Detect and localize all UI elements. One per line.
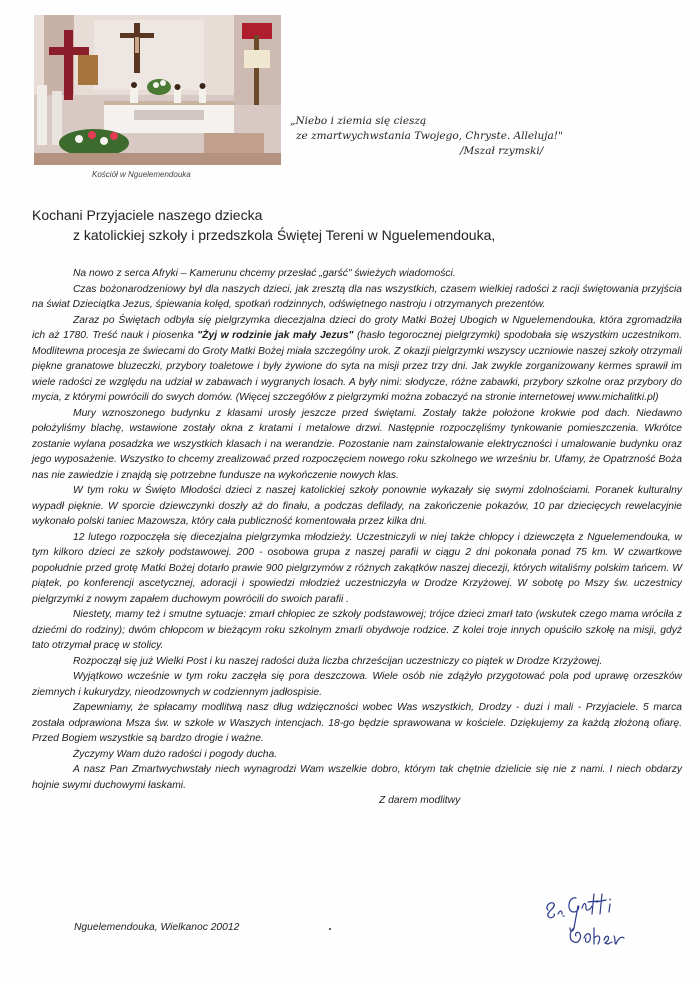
- paragraph: Mury wznoszonego budynku z klasami urosły jeszcze przed świętami. Zostały także położone krokwie pod dach. Niedawno położyliśmy blachę, wstawione zostały okna z kratami i metalowe drzwi. Następnie rozpoczęliśmy tynkowanie pomieszczenia. Wkrótce zostanie wylana posadzka we wszystkich klasach i na werandzie. Pozostanie nam zainstalowanie elektryczności i umalowanie budynku oraz jego wyposażenie. Wszystko to chcemy zrealizować przed rozpoczęciem nowego roku szkolnego we wrześniu br. Ufamy, że Opatrzność Boża nas nie zawiedzie i znajdą się potrzebne fundusze na wykończenie nowych klas.: [32, 407, 682, 481]
- paragraph: Rozpoczął się już Wielki Post i ku naszej radości duża liczba chrześcijan uczestniczy co piątek w Drodze Krzyżowej.: [73, 655, 603, 667]
- paragraph-text: (hasło tegorocznej pielgrzymki) spodobała się wszystkim uczestnikom. Modlitewna procesja ze świecami do Groty Matki Bożej miała szczególny urok. Z okazji pielgrzymki wszyscy uczniowie naszej szkoły otrzymali piękne granatowe bluzeczki, przybory toaletowe i były żywione do syta na misji przez trzy dni. Jak zwykle zorganizowany kermes sprawił im wiele radości ze względu na udział w zabawach i wygranych losach. A były nimi: słodycze, różne zabawki, przybory szkolne oraz przybory do mycia, z którymi powrócili do swych domów. (Więcej szczegółów z pielgrzymki można zobaczyć na stronie internetowej www.michalitki.pl): [32, 330, 682, 403]
- church-photo: [34, 15, 281, 165]
- handwritten-signature: [540, 888, 630, 950]
- paragraph-text: Zaraz po Świętach odbyła się pielgrzymka diecezjalna dzieci do groty Matki Bożej Ubogich w Nguelemendouka, która zgromadziła ich aż 1780. Treść nauk i piosenka: [32, 314, 682, 341]
- motto-line-2: ze zmartwychwstania Twojego, Chryste. Alleluja!": [296, 130, 563, 142]
- paragraph: Zapewniamy, że spłacamy modlitwą nasz dług wdzięczności wobec Was wszystkich, Drodzy - duzi i mali - Przyjaciele. 5 marca została odprawiona Msza św. w szkole w Waszych intencjach. 18-go będzie sprawowana w kościele. Dziękujemy za każdą złożoną ofiarę. Przed Bogiem wszystkie są bardzo drogie i ważne.: [32, 702, 682, 744]
- photo-caption: Kościół w Nguelemendouka: [92, 170, 191, 179]
- paragraph: [32, 313, 682, 406]
- paragraph: Wyjątkowo wcześnie w tym roku zaczęła się pora deszczowa. Wiele osób nie zdążyło przygotować pola pod uprawę orzeszków ziemnych i kukurydzy, nieodzownych w codziennym jadłospisie.: [32, 671, 682, 698]
- stray-dot: [329, 928, 331, 930]
- paragraph: Niestety, mamy też i smutne sytuacje: zmarł chłopiec ze szkoły podstawowej; trójce dzieci zmarł tato (wskutek czego mama wróciła z dziećmi do rodziny); dwóm chłopcom w bieżącym roku szkolnym zmarli obydwoje rodzice. Z kolei troje innych opuściło szkołę na misji, gdyż tato otrzymał pracę w stolicy.: [32, 609, 682, 651]
- place-and-date: Nguelemendouka, Wielkanoc 20012: [74, 922, 240, 933]
- letter-greeting: [32, 205, 495, 245]
- closing-row: [32, 793, 682, 809]
- pilgrimage-motto: "Żyj w rodzinie jak mały Jezus": [197, 330, 354, 341]
- greeting-line-2: z katolickiej szkoły i przedszkola Świętej Tereni w Nguelemendouka,: [73, 227, 496, 243]
- paragraph: 12 lutego rozpoczęła się diecezjalna pielgrzymka młodzieży. Uczestniczyli w niej także chłopcy i dziewczęta z Nguelemendouka, w tym kilkoro dzieci ze szkoły podstawowej. 200 - osobowa grupa z naszej parafii w ciągu 2 dni pokonała ponad 75 km. W czwartkowe popołudnie przed grotę Matki Bożej dotarło prawie 900 pielgrzymów z różnych zakątków naszej diecezji, których witaliśmy polskim tańcem. W piątek, po konferencji ascetycznej, adoracji i spowiedzi młodzież uczestniczyła w Drodze Krzyżowej. W sobotę po Mszy św. uczestnicy pielgrzymki z nowym zapałem duchowym powrócili do swoich parafii .: [32, 531, 682, 605]
- motto-quote: [290, 114, 563, 159]
- greeting-line-1: Kochani Przyjaciele naszego dziecka: [32, 207, 263, 223]
- paragraph: W tym roku w Święto Młodości dzieci z naszej katolickiej szkoły ponownie wykazały się swymi zdolnościami. Poranek kulturalny wypadł pięknie. W sporcie dziewczynki doszły aż do finału, a podczas defilady, na zakończenie pokazów, 10 par dziecięcych rewelacyjnie wykonało polski taniec Mazowsza, który cała publiczność komentowała przez kilka dni.: [32, 485, 682, 527]
- paragraph: A nasz Pan Zmartwychwstały niech wynagrodzi Wam wszelkie dobro, którym tak chętnie dzielicie się nie z nami. I niech obdarzy hojnie swymi duchowymi łaskami.: [32, 764, 682, 791]
- paragraph: Czas bożonarodzeniowy był dla naszych dzieci, jak zresztą dla nas wszystkich, czasem wielkiej radości z racji świętowania przyjścia na świat Dzieciątka Jezus, śpiewania kolęd, spotkań rodzinnych, odświętnego nastroju i otrzymanych prezentów.: [32, 283, 682, 310]
- motto-line-1: „Niebo i ziemia się cieszą: [290, 115, 427, 127]
- motto-source: /Mszał rzymski/: [460, 145, 544, 157]
- paragraph: Życzymy Wam dużo radości i pogody ducha.: [73, 748, 278, 760]
- letter-body: [32, 266, 682, 809]
- paragraph: Na nowo z serca Afryki – Kamerunu chcemy przesłać „garść" świeżych wiadomości.: [73, 268, 456, 279]
- closing-phrase: Z darem modlitwy: [379, 795, 461, 806]
